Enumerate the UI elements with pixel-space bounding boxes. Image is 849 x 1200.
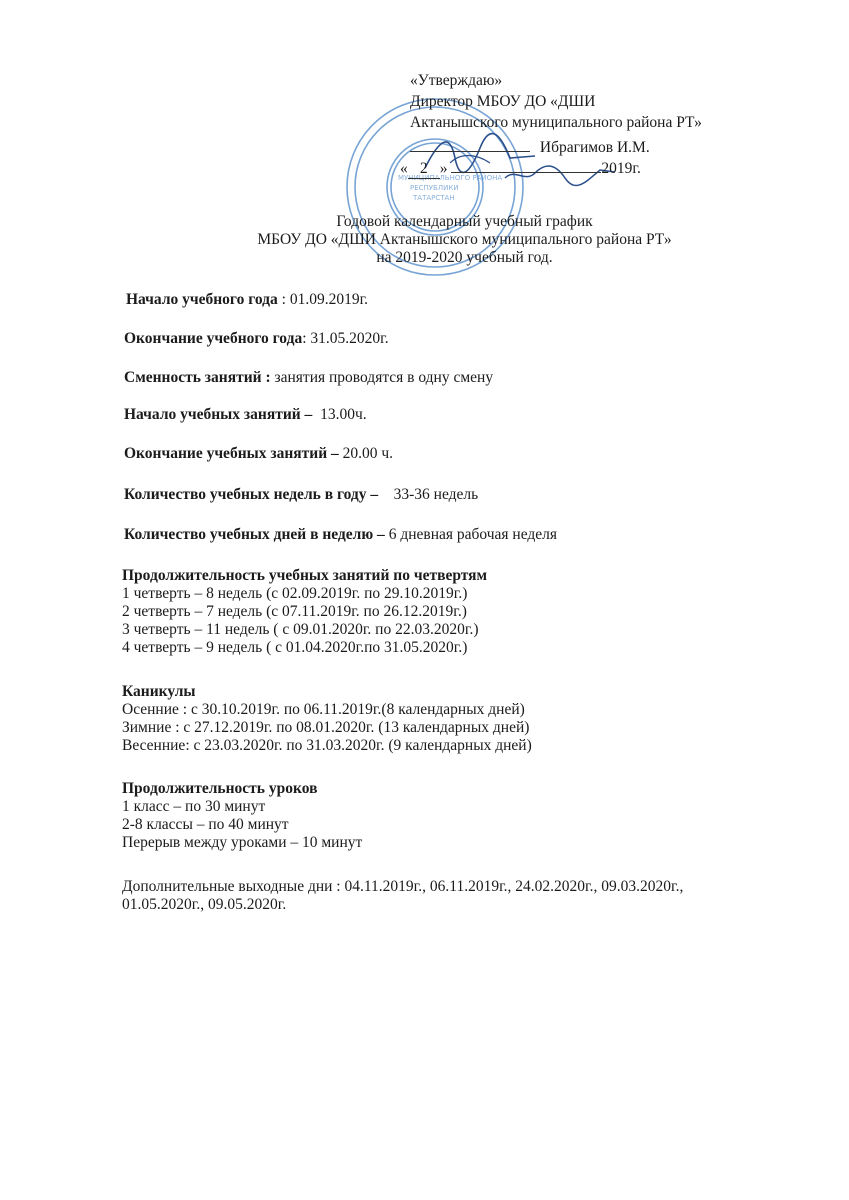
fact-value: 01.09.2019г. (289, 291, 369, 308)
quarters-heading: Продолжительность учебных занятий по четвертям (122, 567, 488, 584)
approval-date (400, 156, 641, 179)
fact-value: занятия проводятся в одну смену (274, 369, 494, 386)
svg-text:РЕСПУБЛИКИ: РЕСПУБЛИКИ (410, 184, 459, 192)
approval-line-3: Актанышского муниципального района РТ» (410, 114, 702, 131)
fact-value: 33-36 недель (393, 486, 479, 503)
fact-value: 31.05.2020г. (310, 330, 389, 347)
fact-shifts (124, 369, 493, 387)
holidays-heading: Каникулы (122, 683, 196, 700)
fact-label: Сменность занятий : (124, 369, 271, 386)
extra-days-line-2: 01.05.2020г., 09.05.2020г. (122, 896, 287, 913)
quarter-item: 4 четверть – 9 недель ( с 01.04.2020г.по 31.05.2020г.) (122, 639, 468, 656)
lessons-heading: Продолжительность уроков (122, 780, 318, 797)
title-line-1: Годовой календарный учебный график (336, 213, 593, 230)
fact-end-year (124, 330, 389, 348)
svg-text:ТАТАРСТАН: ТАТАРСТАН (413, 194, 455, 202)
approval-line-2: Директор МБОУ ДО «ДШИ (410, 93, 596, 110)
fact-lessons-end (124, 445, 393, 463)
fact-sep: : (277, 291, 290, 308)
fact-value: 20.00 ч. (342, 445, 394, 462)
document-title (0, 213, 849, 267)
date-day: 2 (408, 160, 440, 179)
fact-sep (378, 486, 394, 503)
fact-lessons-start (124, 406, 367, 424)
holiday-item: Осенние : с 30.10.2019г. по 06.11.2019г.(8 календарных дней) (122, 701, 525, 718)
lessons-section (122, 780, 362, 852)
fact-label: Окончание учебных занятий – (124, 445, 339, 462)
date-month-underline (451, 156, 601, 173)
holidays-section (122, 683, 532, 755)
fact-label: Начало учебных занятий – (124, 406, 313, 423)
extra-days-section (122, 878, 683, 914)
quarter-item: 2 четверть – 7 недель (с 07.11.2019г. по 26.12.2019г.) (122, 603, 467, 620)
fact-weeks-per-year (124, 486, 478, 504)
quarter-item: 3 четверть – 11 недель ( с 09.01.2020г. по 22.03.2020г.) (122, 621, 479, 638)
holiday-item: Весенние: с 23.03.2020г. по 31.03.2020г. (9 календарных дней) (122, 737, 532, 754)
date-close-quote: » (439, 160, 448, 177)
fact-value: 13.00ч. (320, 406, 367, 423)
title-line-2: МБОУ ДО «ДШИ Актанышского муниципального района РТ» (257, 231, 672, 248)
fact-label: Окончание учебного года (124, 330, 303, 347)
lesson-item: Перерыв между уроками – 10 минут (122, 834, 363, 851)
approval-signature-line (410, 135, 650, 157)
signature-underline (410, 135, 530, 152)
fact-label: Количество учебных дней в неделю – (124, 526, 385, 543)
title-line-3: на 2019-2020 учебный год. (376, 249, 553, 266)
svg-text:МУНИЦИПАЛЬНОГО РАЙОНА: МУНИЦИПАЛЬНОГО РАЙОНА (398, 174, 503, 182)
fact-sep (312, 406, 320, 423)
quarters-section (122, 567, 487, 657)
fact-value: 6 дневная рабочая неделя (388, 526, 558, 543)
date-open-quote: « (400, 160, 408, 177)
director-name: Ибрагимов И.М. (539, 139, 650, 156)
fact-label: Количество учебных недель в году – (124, 486, 379, 503)
extra-days-line-1: Дополнительные выходные дни : 04.11.2019г., 06.11.2019г., 24.02.2020г., 09.03.2020г., (122, 878, 684, 895)
quarter-item: 1 четверть – 8 недель (с 02.09.2019г. по 29.10.2019г.) (122, 585, 468, 602)
fact-days-per-week (124, 526, 557, 544)
date-year: 2019г. (601, 160, 641, 177)
holiday-item: Зимние : с 27.12.2019г. по 08.01.2020г. (13 календарных дней) (122, 719, 530, 736)
approval-line-1: «Утверждаю» (410, 72, 503, 89)
fact-label: Начало учебного года (126, 291, 278, 308)
lesson-item: 2-8 классы – по 40 минут (122, 816, 289, 833)
lesson-item: 1 класс – по 30 минут (122, 798, 266, 815)
fact-start-year (126, 291, 368, 309)
fact-sep: : (302, 330, 311, 347)
